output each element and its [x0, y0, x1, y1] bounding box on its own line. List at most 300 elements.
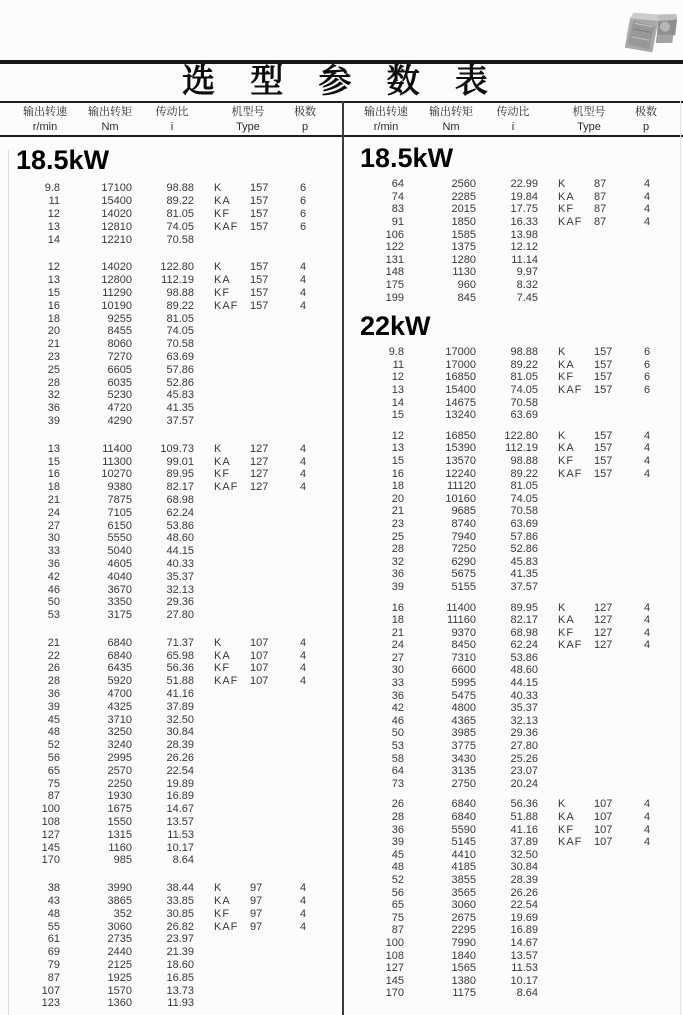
speed-cell: 148 [385, 266, 404, 279]
speed-cell: 15 [391, 454, 404, 467]
ratio-cell: 27.80 [166, 609, 194, 622]
torque-cell: 5230 [107, 389, 132, 402]
table-row [344, 823, 683, 836]
speed-cell: 39 [391, 836, 404, 849]
ratio-cell: 57.86 [510, 530, 538, 543]
speed-cell: 52 [47, 739, 60, 752]
size-cell: 127 [594, 601, 613, 614]
torque-cell: 4720 [107, 402, 132, 415]
ratio-cell: 40.33 [166, 557, 194, 570]
torque-cell: 9380 [107, 481, 132, 494]
torque-cell: 3135 [451, 765, 476, 778]
table-row [0, 700, 342, 713]
torque-cell: 2015 [451, 203, 476, 216]
table-header-left [0, 103, 342, 135]
type-cell: KAF [558, 467, 583, 480]
poles-cell: 4 [643, 639, 651, 652]
speed-cell: 170 [41, 854, 60, 867]
ratio-cell: 89.22 [166, 195, 194, 208]
ratio-cell: 122.80 [160, 261, 194, 274]
ratio-cell: 74.05 [510, 384, 538, 397]
ratio-cell: 45.83 [510, 555, 538, 568]
torque-cell: 3060 [451, 899, 476, 912]
size-cell: 157 [594, 371, 613, 384]
ratio-cell: 71.37 [166, 636, 194, 649]
type-cell: KA [214, 649, 231, 662]
ratio-cell: 41.16 [166, 688, 194, 701]
torque-cell: 13570 [445, 454, 476, 467]
poles-cell: 4 [643, 614, 651, 627]
table-row [0, 777, 342, 790]
speed-cell: 53 [391, 740, 404, 753]
size-cell: 97 [250, 882, 263, 895]
speed-cell: 30 [391, 664, 404, 677]
speed-cell: 50 [47, 596, 60, 609]
row-group [344, 798, 683, 1000]
ratio-cell: 109.73 [160, 442, 194, 455]
section-title: 18.5kW [16, 145, 110, 175]
torque-cell: 5590 [451, 823, 476, 836]
ratio-cell: 82.17 [510, 614, 538, 627]
table-row [344, 677, 683, 690]
speed-cell: 18 [391, 480, 404, 493]
table-row [0, 713, 342, 726]
torque-cell: 11120 [447, 480, 476, 493]
torque-cell: 3060 [107, 920, 132, 933]
torque-cell: 2570 [107, 764, 132, 777]
ratio-cell: 10.17 [166, 841, 194, 854]
poles-cell: 4 [643, 836, 651, 849]
ratio-cell: 35.37 [166, 570, 194, 583]
speed-cell: 170 [385, 987, 404, 1000]
table-row [0, 854, 342, 867]
header-model-type: 机型号 Type [231, 106, 265, 133]
torque-cell: 5040 [107, 545, 132, 558]
torque-cell: 7250 [451, 543, 476, 556]
table-row [344, 581, 683, 594]
torque-cell: 1930 [107, 790, 132, 803]
header-ratio: 传动比 i [496, 106, 530, 133]
ratio-cell: 112.19 [161, 274, 194, 287]
table-row [0, 609, 342, 622]
table-row [0, 402, 342, 415]
speed-cell: 16 [391, 601, 404, 614]
ratio-cell: 9.97 [516, 266, 538, 279]
table-row [344, 899, 683, 912]
speed-cell: 36 [47, 688, 60, 701]
ratio-cell: 51.88 [510, 811, 538, 824]
table-row [0, 287, 342, 300]
speed-cell: 83 [391, 203, 404, 216]
ratio-cell: 26.82 [166, 920, 194, 933]
table-row [0, 726, 342, 739]
torque-cell: 11160 [447, 614, 476, 627]
poles-cell: 4 [299, 649, 307, 662]
table-row [344, 752, 683, 765]
table-row [0, 312, 342, 325]
speed-cell: 56 [391, 886, 404, 899]
ratio-cell: 22.54 [166, 764, 194, 777]
ratio-cell: 16.89 [166, 790, 194, 803]
ratio-cell: 56.36 [510, 798, 538, 811]
torque-cell: 11400 [102, 442, 132, 455]
table-row [0, 506, 342, 519]
speed-cell: 107 [41, 984, 60, 997]
speed-cell: 15 [47, 455, 60, 468]
size-cell: 87 [594, 203, 607, 216]
speed-cell: 48 [47, 726, 60, 739]
table-row [0, 907, 342, 920]
poles-cell: 4 [643, 442, 651, 455]
table-row [0, 920, 342, 933]
size-cell: 157 [594, 442, 613, 455]
torque-cell: 12800 [101, 274, 132, 287]
size-cell: 157 [250, 274, 269, 287]
ratio-cell: 68.98 [166, 493, 194, 506]
size-cell: 107 [250, 662, 269, 675]
speed-cell: 25 [391, 530, 404, 543]
ratio-cell: 48.60 [166, 532, 194, 545]
table-row [0, 688, 342, 701]
size-cell: 107 [250, 675, 269, 688]
speed-cell: 127 [41, 828, 60, 841]
table-row [344, 543, 683, 556]
torque-cell: 12810 [101, 220, 132, 233]
table-row [344, 384, 683, 397]
speed-cell: 24 [391, 639, 404, 652]
table-row [0, 376, 342, 389]
torque-cell: 15400 [445, 384, 476, 397]
header-model-type: 机型号 Type [572, 106, 606, 133]
speed-cell: 127 [385, 962, 404, 975]
speed-cell: 11 [392, 358, 404, 371]
table-row [344, 639, 683, 652]
torque-cell: 6435 [107, 662, 132, 675]
row-group [0, 182, 342, 246]
table-row [0, 363, 342, 376]
speed-cell: 26 [47, 662, 60, 675]
torque-cell: 1675 [107, 803, 132, 816]
torque-cell: 3430 [451, 752, 476, 765]
table-row [344, 518, 683, 531]
speed-cell: 12 [47, 261, 60, 274]
size-cell: 87 [594, 216, 607, 229]
speed-cell: 28 [391, 543, 404, 556]
torque-cell: 6605 [107, 363, 132, 376]
ratio-cell: 28.39 [510, 873, 538, 886]
table-row [344, 874, 683, 887]
poles-cell: 4 [299, 895, 307, 908]
table-row [344, 836, 683, 849]
ratio-cell: 33.85 [166, 895, 194, 908]
ratio-cell: 74.05 [166, 220, 194, 233]
poles-cell: 4 [643, 798, 651, 811]
torque-cell: 8450 [451, 639, 476, 652]
type-cell: KAF [214, 675, 239, 688]
torque-cell: 17100 [101, 182, 132, 195]
type-cell: K [558, 601, 567, 614]
size-cell: 157 [594, 454, 613, 467]
speed-cell: 27 [47, 519, 60, 532]
ratio-cell: 23.07 [510, 765, 538, 778]
ratio-cell: 41.35 [166, 402, 194, 415]
size-cell: 157 [594, 358, 613, 371]
poles-cell: 4 [299, 299, 307, 312]
torque-cell: 5155 [451, 580, 476, 593]
type-cell: K [214, 636, 223, 649]
speed-cell: 46 [391, 714, 404, 727]
ratio-cell: 10.17 [510, 974, 538, 987]
torque-cell: 6150 [107, 519, 132, 532]
table-row [0, 649, 342, 662]
ratio-cell: 41.35 [510, 568, 538, 581]
size-cell: 157 [594, 384, 613, 397]
table-row [344, 505, 683, 518]
table-row [344, 480, 683, 493]
speed-cell: 14 [47, 233, 60, 246]
table-row [0, 558, 342, 571]
speed-cell: 22 [47, 649, 60, 662]
table-row [344, 254, 683, 267]
size-cell: 97 [250, 895, 263, 908]
speed-cell: 20 [391, 492, 404, 505]
table-row [0, 233, 342, 246]
speed-cell: 36 [391, 568, 404, 581]
table-row [0, 261, 342, 274]
torque-cell: 4605 [107, 557, 132, 570]
speed-cell: 131 [385, 253, 404, 266]
speed-cell: 36 [47, 402, 60, 415]
header-output-speed: 输出转速 r/min [364, 106, 408, 133]
poles-cell: 6 [299, 195, 307, 208]
speed-cell: 14 [391, 396, 404, 409]
speed-cell: 30 [47, 532, 60, 545]
speed-cell: 43 [47, 895, 60, 908]
poles-cell: 6 [643, 384, 651, 397]
ratio-cell: 63.69 [166, 350, 194, 363]
size-cell: 107 [594, 811, 613, 824]
ratio-cell: 11.53 [511, 962, 538, 975]
table-row [344, 715, 683, 728]
ratio-cell: 8.32 [516, 279, 538, 292]
ratio-cell: 32.50 [166, 713, 194, 726]
table-row [344, 359, 683, 372]
speed-cell: 48 [391, 861, 404, 874]
torque-cell: 845 [457, 291, 476, 304]
ratio-cell: 70.58 [166, 233, 194, 246]
row-group [344, 346, 683, 422]
torque-cell: 2440 [107, 946, 132, 959]
table-row [344, 740, 683, 753]
torque-cell: 7990 [451, 936, 476, 949]
torque-cell: 3985 [451, 727, 476, 740]
poles-cell: 4 [299, 261, 307, 274]
ratio-cell: 37.89 [510, 836, 538, 849]
speed-cell: 13 [47, 442, 60, 455]
torque-cell: 1280 [451, 253, 476, 266]
torque-cell: 2995 [107, 752, 132, 765]
table-row [344, 430, 683, 443]
ratio-cell: 56.36 [166, 662, 194, 675]
speed-cell: 52 [391, 873, 404, 886]
table-row [344, 442, 683, 455]
torque-cell: 5920 [107, 675, 132, 688]
speed-cell: 55 [47, 920, 60, 933]
torque-cell: 1315 [107, 828, 132, 841]
ratio-cell: 13.57 [510, 949, 538, 962]
row-group [344, 601, 683, 790]
speed-cell: 61 [47, 933, 60, 946]
size-cell: 157 [250, 220, 269, 233]
speed-cell: 87 [47, 790, 60, 803]
size-cell: 87 [594, 178, 607, 191]
torque-cell: 2250 [107, 777, 132, 790]
torque-cell: 6600 [451, 664, 476, 677]
speed-cell: 145 [385, 974, 404, 987]
table-row [344, 911, 683, 924]
ratio-cell: 89.22 [166, 299, 194, 312]
table-row [344, 937, 683, 950]
size-cell: 157 [250, 261, 269, 274]
poles-cell: 6 [643, 371, 651, 384]
torque-cell: 17000 [445, 358, 476, 371]
ratio-cell: 37.57 [510, 580, 538, 593]
table-column-left [0, 140, 342, 1015]
torque-cell: 5145 [451, 836, 476, 849]
table-row [344, 664, 683, 677]
table-row [344, 798, 683, 811]
speed-cell: 24 [47, 506, 60, 519]
torque-cell: 2675 [451, 911, 476, 924]
torque-cell: 3775 [451, 740, 476, 753]
table-header-right [341, 103, 683, 135]
speed-cell: 58 [391, 752, 404, 765]
speed-cell: 33 [47, 545, 60, 558]
ratio-cell: 98.88 [510, 454, 538, 467]
torque-cell: 2285 [451, 190, 476, 203]
torque-cell: 3855 [451, 873, 476, 886]
torque-cell: 352 [113, 907, 132, 920]
ratio-cell: 82.17 [166, 481, 194, 494]
speed-cell: 12 [391, 371, 404, 384]
torque-cell: 14020 [101, 207, 132, 220]
table-row [0, 971, 342, 984]
ratio-cell: 57.86 [166, 363, 194, 376]
speed-cell: 21 [391, 626, 404, 639]
speed-cell: 21 [47, 338, 60, 351]
table-row [344, 652, 683, 665]
torque-cell: 16850 [445, 429, 476, 442]
ratio-cell: 38.44 [166, 882, 194, 895]
gearmotor-photo [617, 3, 681, 63]
type-cell: K [214, 442, 223, 455]
torque-cell: 1550 [107, 816, 132, 829]
table-row [0, 195, 342, 208]
table-row [344, 455, 683, 468]
speed-cell: 87 [47, 971, 60, 984]
speed-cell: 16 [47, 468, 60, 481]
type-cell: KF [558, 203, 575, 216]
speed-cell: 64 [391, 765, 404, 778]
speed-cell: 36 [47, 557, 60, 570]
poles-cell: 4 [643, 203, 651, 216]
type-cell: KA [558, 358, 575, 371]
poles-cell: 6 [643, 358, 651, 371]
size-cell: 127 [250, 468, 269, 481]
table-row [344, 346, 683, 359]
table-row [344, 409, 683, 422]
torque-cell: 8740 [451, 517, 476, 530]
speed-cell: 45 [47, 713, 60, 726]
table-row [344, 492, 683, 505]
header-poles: 极数 p [635, 106, 657, 133]
ratio-cell: 89.22 [510, 358, 538, 371]
ratio-cell: 22.54 [510, 899, 538, 912]
table-row [0, 662, 342, 675]
table-column-right [344, 140, 683, 1015]
torque-cell: 2295 [451, 924, 476, 937]
header-ratio: 传动比 i [155, 106, 189, 133]
size-cell: 157 [250, 207, 269, 220]
type-cell: KF [214, 907, 231, 920]
table-row [0, 468, 342, 481]
table-row [344, 886, 683, 899]
speed-cell: 100 [41, 803, 60, 816]
torque-cell: 1175 [452, 987, 476, 1000]
table-row [344, 216, 683, 229]
table-row [344, 689, 683, 702]
type-cell: K [214, 261, 223, 274]
torque-cell: 3565 [451, 886, 476, 899]
speed-cell: 79 [47, 959, 60, 972]
type-cell: KAF [214, 299, 239, 312]
ratio-cell: 23.97 [166, 933, 194, 946]
speed-cell: 13 [47, 274, 60, 287]
speed-cell: 18 [47, 481, 60, 494]
poles-cell: 4 [299, 455, 307, 468]
ratio-cell: 70.58 [510, 505, 538, 518]
ratio-cell: 16.85 [166, 971, 194, 984]
ratio-cell: 37.89 [166, 700, 194, 713]
ratio-cell: 62.24 [510, 639, 538, 652]
type-cell: KA [558, 190, 575, 203]
speed-cell: 20 [47, 325, 60, 338]
size-cell: 107 [594, 823, 613, 836]
speed-cell: 15 [47, 286, 60, 299]
size-cell: 157 [250, 182, 269, 195]
header-output-torque: 输出转矩 Nm [88, 106, 132, 133]
speed-cell: 53 [47, 609, 60, 622]
ratio-cell: 52.86 [510, 543, 538, 556]
ratio-cell: 52.86 [166, 376, 194, 389]
torque-cell: 960 [457, 279, 476, 292]
table-row [344, 727, 683, 740]
size-cell: 157 [250, 195, 269, 208]
size-cell: 107 [250, 649, 269, 662]
table-row [0, 997, 342, 1010]
ratio-cell: 12.12 [510, 241, 538, 254]
ratio-cell: 19.69 [510, 911, 538, 924]
table-row [344, 291, 683, 304]
torque-cell: 6840 [107, 636, 132, 649]
torque-cell: 1840 [451, 949, 476, 962]
ratio-cell: 11.53 [167, 828, 194, 841]
type-cell: KF [558, 823, 575, 836]
speed-cell: 32 [47, 389, 60, 402]
ratio-cell: 21.39 [166, 946, 194, 959]
speed-cell: 56 [47, 752, 60, 765]
table-row [0, 442, 342, 455]
